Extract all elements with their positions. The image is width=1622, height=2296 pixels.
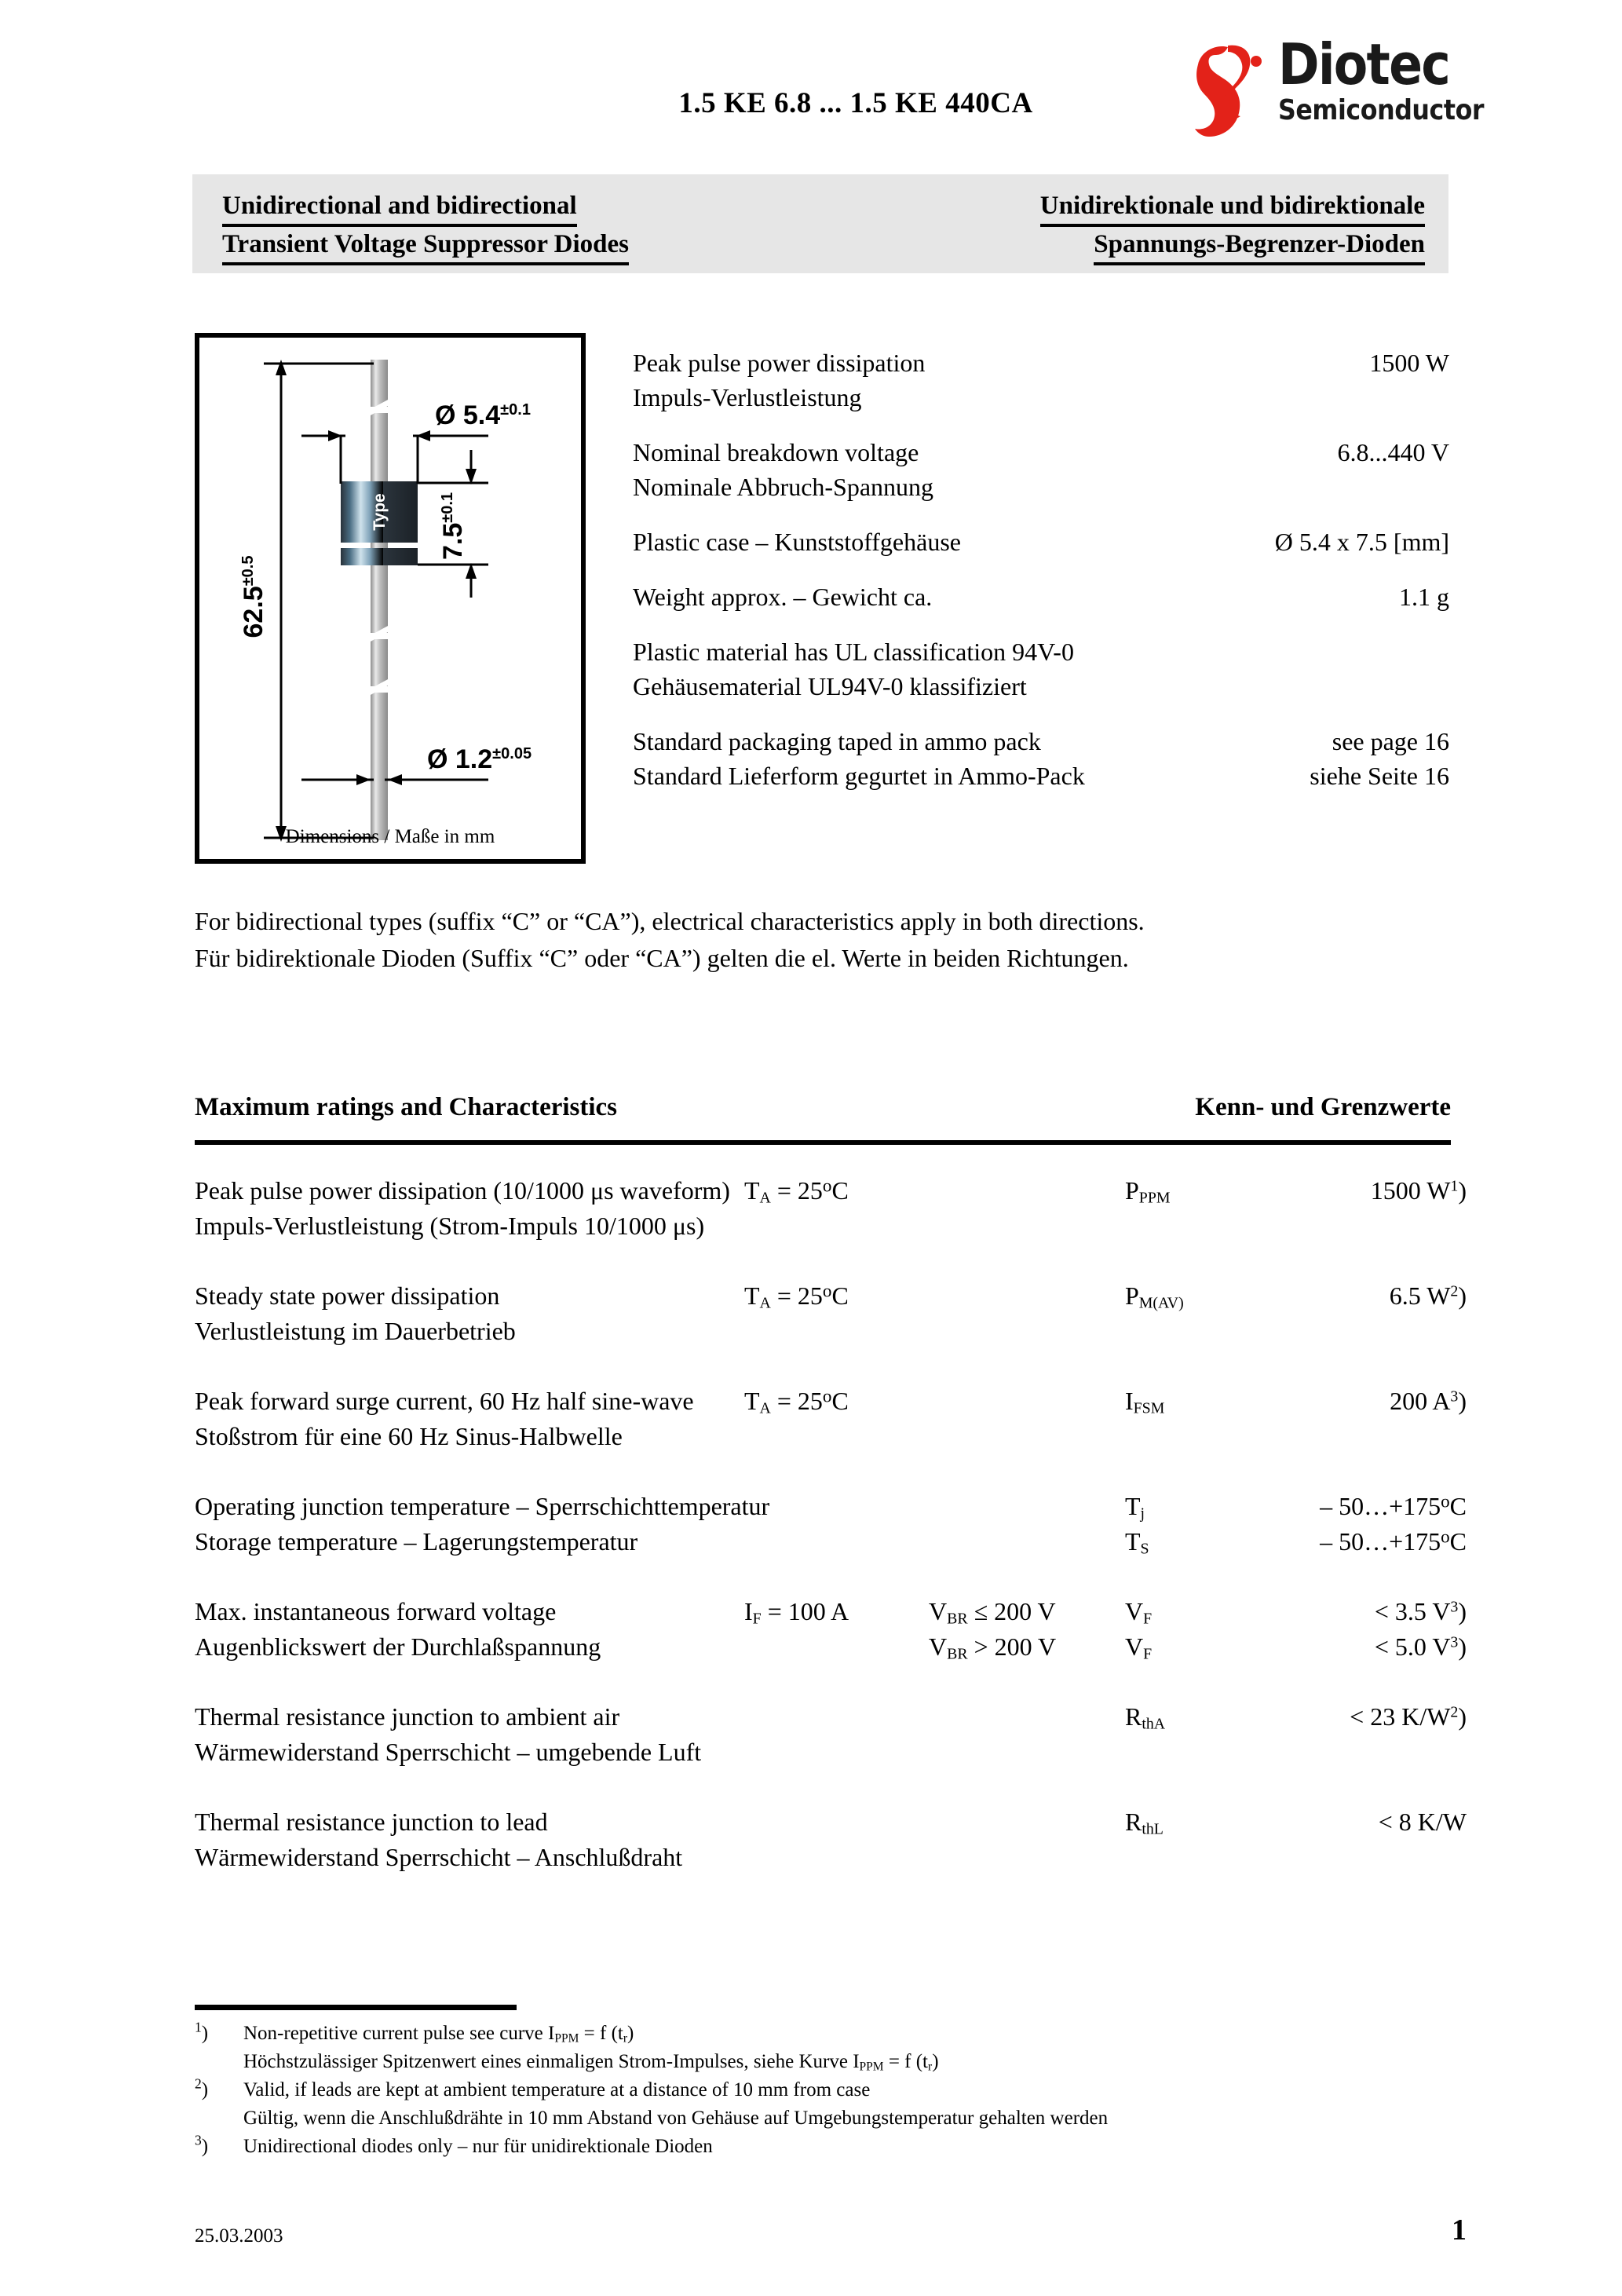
rating-desc-de: Verlustleistung im Dauerbetrieb [195, 1317, 516, 1345]
rating-desc-de: Stoßstrom für eine 60 Hz Sinus-Halbwelle [195, 1422, 623, 1450]
rating-value: 200 $A^3$) [1390, 1387, 1467, 1415]
rating-value: – $50\dots+175^oC$ [1320, 1490, 1467, 1520]
rating-desc-en: Thermal resistance junction to ambient air [195, 1702, 620, 1731]
spec-label-en: Peak pulse power dissipation [633, 349, 926, 377]
spec-value-en: 6.8...440 V [1337, 438, 1449, 466]
rating-condition-vbr-2: $V_{BR} > 200$ V [929, 1632, 1057, 1663]
table-row [195, 1594, 1467, 1629]
spec-label-en: Plastic case – Kunststoffgehäuse [633, 528, 961, 556]
footnote-line-en: Valid, if leads are kept at ambient temperature at a distance of 10 mm from case [243, 2079, 871, 2100]
rating-desc-temp-1: Operating junction temperature – Sperrschichttemperatur [195, 1492, 770, 1520]
footnote-line-de: Höchstzulässiger Spitzenwert eines einmaligen Strom-Impulses, siehe Kurve $I_{PPM} = f$ $(t_r)$ [243, 2051, 939, 2074]
spec-row [633, 634, 1449, 704]
rating-desc-de: Impuls-Verlustleistung (Strom-Impuls 10/1000 μs) [195, 1212, 705, 1240]
rating-desc-en: Steady state power dissipation [195, 1281, 500, 1310]
spec-label-de: Impuls-Verlustleistung [633, 383, 862, 411]
rating-condition-if: $I_F = 100$ A [744, 1597, 849, 1628]
rating-symbol: $T_S$ [1125, 1527, 1149, 1558]
rating-desc-de: Wärmewiderstand Sperrschicht – Anschlußdraht [195, 1843, 683, 1871]
bidirectional-note [195, 903, 1467, 977]
rating-condition: $T_A = 25^oC$ [744, 1280, 849, 1312]
footnotes [195, 2020, 1467, 2161]
table-row [195, 1278, 1467, 1314]
table-row [195, 1489, 1467, 1524]
footnote-marker: $^2$) [195, 2075, 209, 2100]
spec-label-de: Gehäusematerial UL94V-0 klassifiziert [633, 672, 1027, 700]
revision-date: 25.03.2003 [195, 2225, 283, 2247]
rating-desc-de: Wärmewiderstand Sperrschicht – umgebende Luft [195, 1738, 702, 1766]
footnote-line-de: Gültig, wenn die Anschlußdrähte in 10 mm Abstand von Gehäuse auf Umgebungstemperatur gehalten werden [243, 2108, 1109, 2129]
rating-value: – $50\dots+175^oC$ [1320, 1526, 1467, 1556]
footnote-3 [195, 2133, 1467, 2161]
spec-row [633, 579, 1449, 614]
rating-condition-2 [929, 1173, 1125, 1208]
title-de-line1: Unidirektionale und bidirektionale [1040, 188, 1425, 227]
diotec-logo-mark-icon [1193, 38, 1268, 140]
spec-value-en: Ø 5.4 x 7.5 [mm] [1274, 528, 1449, 556]
ratings-heading-de: Kenn- und Grenzwerte [1195, 1093, 1451, 1121]
spec-label-en: Standard packaging taped in ammo pack [633, 727, 1041, 755]
ratings-heading-en: Maximum ratings and Characteristics [195, 1093, 618, 1121]
rating-desc-en: Peak pulse power dissipation (10/1000 μs waveform) [195, 1176, 730, 1205]
part-number: 1.5 KE 6.8 ... 1.5 KE 440CA [678, 87, 1033, 119]
spec-label-de: Standard Lieferform gegurtet in Ammo-Pack [633, 762, 1085, 790]
footnote-1 [195, 2020, 1467, 2076]
spec-value-de: siehe Seite 16 [1310, 762, 1449, 790]
rating-desc-en: Max. instantaneous forward voltage [195, 1597, 557, 1625]
dim-diameter-1-2-label: Ø $1.2^{\pm 0.05}$ [427, 744, 532, 774]
footnote-marker: $^3$) [195, 2132, 209, 2157]
table-row [195, 1384, 1467, 1419]
rating-symbol: $V_F$ [1125, 1632, 1153, 1663]
spec-value-en: see page 16 [1332, 727, 1449, 755]
footnote-2 [195, 2076, 1467, 2133]
spec-row [633, 345, 1449, 415]
rating-symbol: $I_{FSM}$ [1125, 1387, 1165, 1417]
table-row [195, 1208, 1467, 1244]
rating-value: < 8 K/W [1378, 1808, 1467, 1836]
title-en-line1: Unidirectional and bidirectional [222, 188, 577, 227]
table-row [195, 1419, 1467, 1454]
diotec-logo [1193, 31, 1523, 140]
package-drawing-box [195, 333, 586, 864]
table-row [195, 1173, 1467, 1208]
rating-condition: $T_A = 25^oC$ [744, 1175, 849, 1207]
table-row [195, 1629, 1467, 1665]
footnote-separator-rule [195, 2005, 517, 2010]
logo-subtitle-text: Semiconductor [1278, 94, 1485, 126]
table-row [195, 1524, 1467, 1559]
rating-desc-de: Augenblickswert der Durchlaßspannung [195, 1632, 601, 1661]
spec-value-en: 1.1 g [1399, 583, 1449, 611]
footnote-line-en: Non-repetitive current pulse see curve $I_{PPM} = f$ $(t_r)$ [243, 2023, 634, 2046]
rating-symbol: $T_j$ [1125, 1492, 1145, 1523]
rating-value: 1500 $W^1$) [1370, 1176, 1467, 1205]
table-row [195, 1699, 1467, 1735]
rating-value: < 23 $K/W^2$) [1350, 1702, 1467, 1731]
dim-diameter-5-4-label: Ø $5.4^{\pm 0.1}$ [435, 400, 531, 430]
drawing-caption: Dimensions / Maße in mm [285, 826, 495, 847]
rating-symbol: $R_{thA}$ [1125, 1702, 1166, 1733]
diotec-logo-text [1278, 31, 1529, 126]
spec-row [633, 724, 1449, 793]
rating-condition: $T_A = 25^oC$ [744, 1385, 849, 1417]
table-row [195, 1735, 1467, 1770]
spec-label-de: Nominale Abbruch-Spannung [633, 473, 934, 501]
rating-symbol: $V_F$ [1125, 1597, 1153, 1628]
spec-value-en: 1500 W [1369, 349, 1449, 377]
page-footer [195, 2213, 1467, 2247]
spec-label-en: Plastic material has UL classification 94V-0 [633, 638, 1074, 666]
rating-condition-vbr: $V_{BR} \le 200$ V [929, 1597, 1056, 1628]
rating-symbol: $P_{M(AV)}$ [1125, 1281, 1184, 1312]
page-number: 1 [1452, 2214, 1467, 2247]
rating-desc-en: Peak forward surge current, 60 Hz half sine-wave [195, 1387, 694, 1415]
rating-symbol: $P_{PPM}$ [1125, 1176, 1171, 1207]
dim-7-5-label: $7.5^{\pm 0.1}$ [438, 492, 468, 561]
title-de-line2: Spannungs-Begrenzer-Dioden [1094, 227, 1425, 265]
footnote-marker: $^1$) [195, 2019, 209, 2044]
page-header [0, 0, 1622, 157]
spec-row [633, 435, 1449, 504]
table-row [195, 1314, 1467, 1349]
dim-62-5-label: $62.5^{\pm 0.5}$ [239, 555, 269, 638]
ratings-heading-rule [195, 1140, 1451, 1145]
title-en-line2: Transient Voltage Suppressor Diodes [222, 227, 629, 265]
ratings-table [195, 1173, 1467, 1875]
spec-list [633, 345, 1449, 813]
package-outline-drawing [199, 338, 581, 859]
rating-symbol: $R_{thL}$ [1125, 1808, 1164, 1838]
table-row [195, 1840, 1467, 1875]
spec-label-en: Weight approx. – Gewicht ca. [633, 583, 933, 611]
logo-brand-text: Diotec [1278, 31, 1450, 97]
ratings-heading [195, 1093, 1451, 1122]
spec-row [633, 525, 1449, 559]
title-english [222, 188, 629, 265]
title-german [1040, 188, 1425, 265]
bidi-note-de: Für bidirektionale Dioden (Suffix “C” oder “CA”) gelten die el. Werte in beiden Richtungen. [195, 944, 1129, 972]
rating-desc-temp-2: Storage temperature – Lagerungstemperatur [195, 1527, 638, 1556]
drawing-type-label: Type [371, 493, 389, 531]
rating-desc-en: Thermal resistance junction to lead [195, 1808, 548, 1836]
spec-label-en: Nominal breakdown voltage [633, 438, 919, 466]
footnote-line-en: Unidirectional diodes only – nur für unidirektionale Dioden [243, 2136, 713, 2157]
rating-value: < 3.5 $V^3$) [1374, 1597, 1467, 1625]
title-band [192, 174, 1448, 273]
bidi-note-en: For bidirectional types (suffix “C” or “CA”), electrical characteristics apply in both directions. [195, 907, 1145, 935]
table-row [195, 1804, 1467, 1840]
rating-value: < 5.0 $V^3$) [1374, 1632, 1467, 1661]
rating-value: 6.5 $W^2$) [1389, 1281, 1467, 1310]
